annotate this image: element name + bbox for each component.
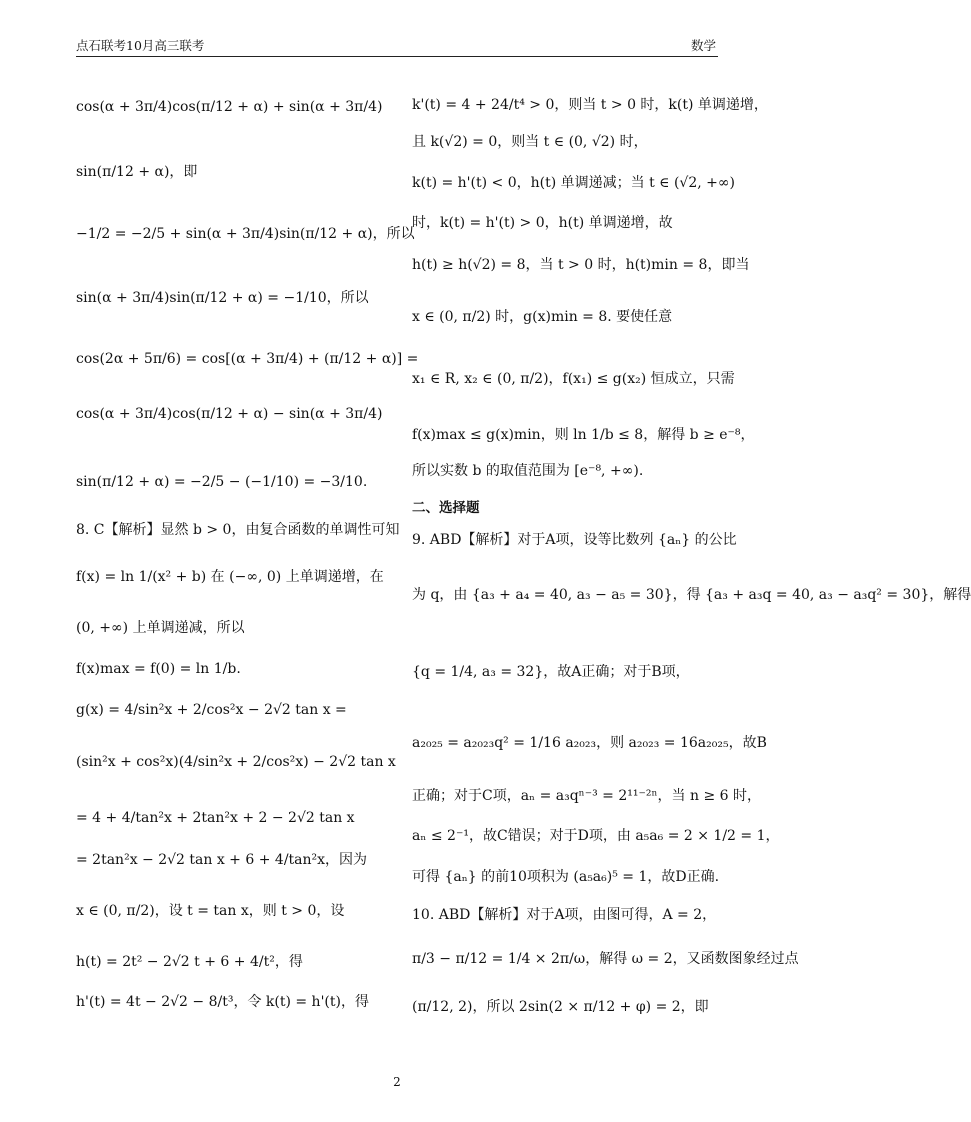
page-number: 2 [393,1075,401,1089]
math-line: g(x) = 4/sin²x + 2/cos²x − 2√2 tan x = [76,702,347,718]
math-line: (0, +∞) 上单调递减，所以 [76,620,245,636]
math-line: sin(α + 3π/4)sin(π/12 + α) = −1/10，所以 [76,290,369,306]
math-line: = 2tan²x − 2√2 tan x + 6 + 4/tan²x，因为 [76,852,368,868]
math-line: k'(t) = 4 + 24/t⁴ > 0，则当 t > 0 时，k(t) 单调递增， [412,97,768,113]
math-line: 正确；对于C项，aₙ = a₃qⁿ⁻³ = 2¹¹⁻²ⁿ，当 n ≥ 6 时， [412,788,762,804]
math-line: f(x) = ln 1/(x² + b) 在 (−∞, 0) 上单调递增，在 [76,569,384,585]
math-line: −1/2 = −2/5 + sin(α + 3π/4)sin(π/12 + α)，所以 [76,226,415,242]
solution-item-10: 10. ABD【解析】对于A项，由图可得，A = 2， [412,907,717,923]
math-line: f(x)max ≤ g(x)min，则 ln 1/b ≤ 8，解得 b ≥ e⁻⁸， [412,427,755,443]
math-line: 时，k(t) = h'(t) > 0，h(t) 单调递增，故 [412,215,673,231]
math-line: π/3 − π/12 = 1/4 × 2π/ω，解得 ω = 2，又函数图象经过点 [412,951,799,967]
math-line: aₙ ≤ 2⁻¹，故C错误；对于D项，由 a₅a₆ = 2 × 1/2 = 1， [412,828,780,844]
math-line: 为 q，由 {a₃ + a₄ = 40, a₃ − a₅ = 30}，得 {a₃ + a₃q = 40, a₃ − a₃q² = 30}，解得 [412,587,971,603]
math-line: sin(π/12 + α) = −2/5 − (−1/10) = −3/10. [76,474,368,490]
math-line: {q = 1/4, a₃ = 32}，故A正确；对于B项， [412,664,690,680]
exam-title: 点石联考10月高三联考 [76,38,205,53]
math-line: a₂₀₂₅ = a₂₀₂₃q² = 1/16 a₂₀₂₃，则 a₂₀₂₃ = 16a₂₀₂₅，故B [412,735,767,751]
solution-item-9: 9. ABD【解析】对于A项，设等比数列 {aₙ} 的公比 [412,532,737,548]
math-line: sin(π/12 + α)，即 [76,164,198,180]
math-line: x₁ ∈ R, x₂ ∈ (0, π/2)，f(x₁) ≤ g(x₂) 恒成立，只需 [412,371,735,387]
section-heading: 二、选择题 [412,500,480,516]
math-line: k(t) = h'(t) < 0，h(t) 单调递减；当 t ∈ (√2, +∞) [412,175,736,191]
math-line: h(t) ≥ h(√2) = 8，当 t > 0 时，h(t)min = 8，即当 [412,257,750,273]
math-line: (sin²x + cos²x)(4/sin²x + 2/cos²x) − 2√2 tan x [76,754,396,770]
math-line: 且 k(√2) = 0，则当 t ∈ (0, √2) 时， [412,134,648,150]
math-line: f(x)max = f(0) = ln 1/b. [76,661,241,677]
math-line: x ∈ (0, π/2) 时，g(x)min = 8. 要使任意 [412,309,673,325]
math-line: h(t) = 2t² − 2√2 t + 6 + 4/t²，得 [76,954,303,970]
math-line: (π/12, 2)，所以 2sin(2 × π/12 + φ) = 2，即 [412,999,709,1015]
math-line: 可得 {aₙ} 的前10项积为 (a₅a₆)⁵ = 1，故D正确. [412,869,720,885]
page-header [76,36,718,57]
math-line: h'(t) = 4t − 2√2 − 8/t³，令 k(t) = h'(t)，得 [76,994,369,1010]
math-line: x ∈ (0, π/2)，设 t = tan x，则 t > 0，设 [76,903,345,919]
solution-item-8: 8. C【解析】显然 b > 0，由复合函数的单调性可知 [76,522,400,538]
math-line: cos(α + 3π/4)cos(π/12 + α) + sin(α + 3π/4) [76,99,383,115]
subject-label: 数学 [690,38,716,53]
math-line: cos(2α + 5π/6) = cos[(α + 3π/4) + (π/12 + α)] = [76,351,419,367]
math-line: cos(α + 3π/4)cos(π/12 + α) − sin(α + 3π/4) [76,406,383,422]
math-line: = 4 + 4/tan²x + 2tan²x + 2 − 2√2 tan x [76,810,355,826]
math-line: 所以实数 b 的取值范围为 [e⁻⁸, +∞). [412,463,644,479]
